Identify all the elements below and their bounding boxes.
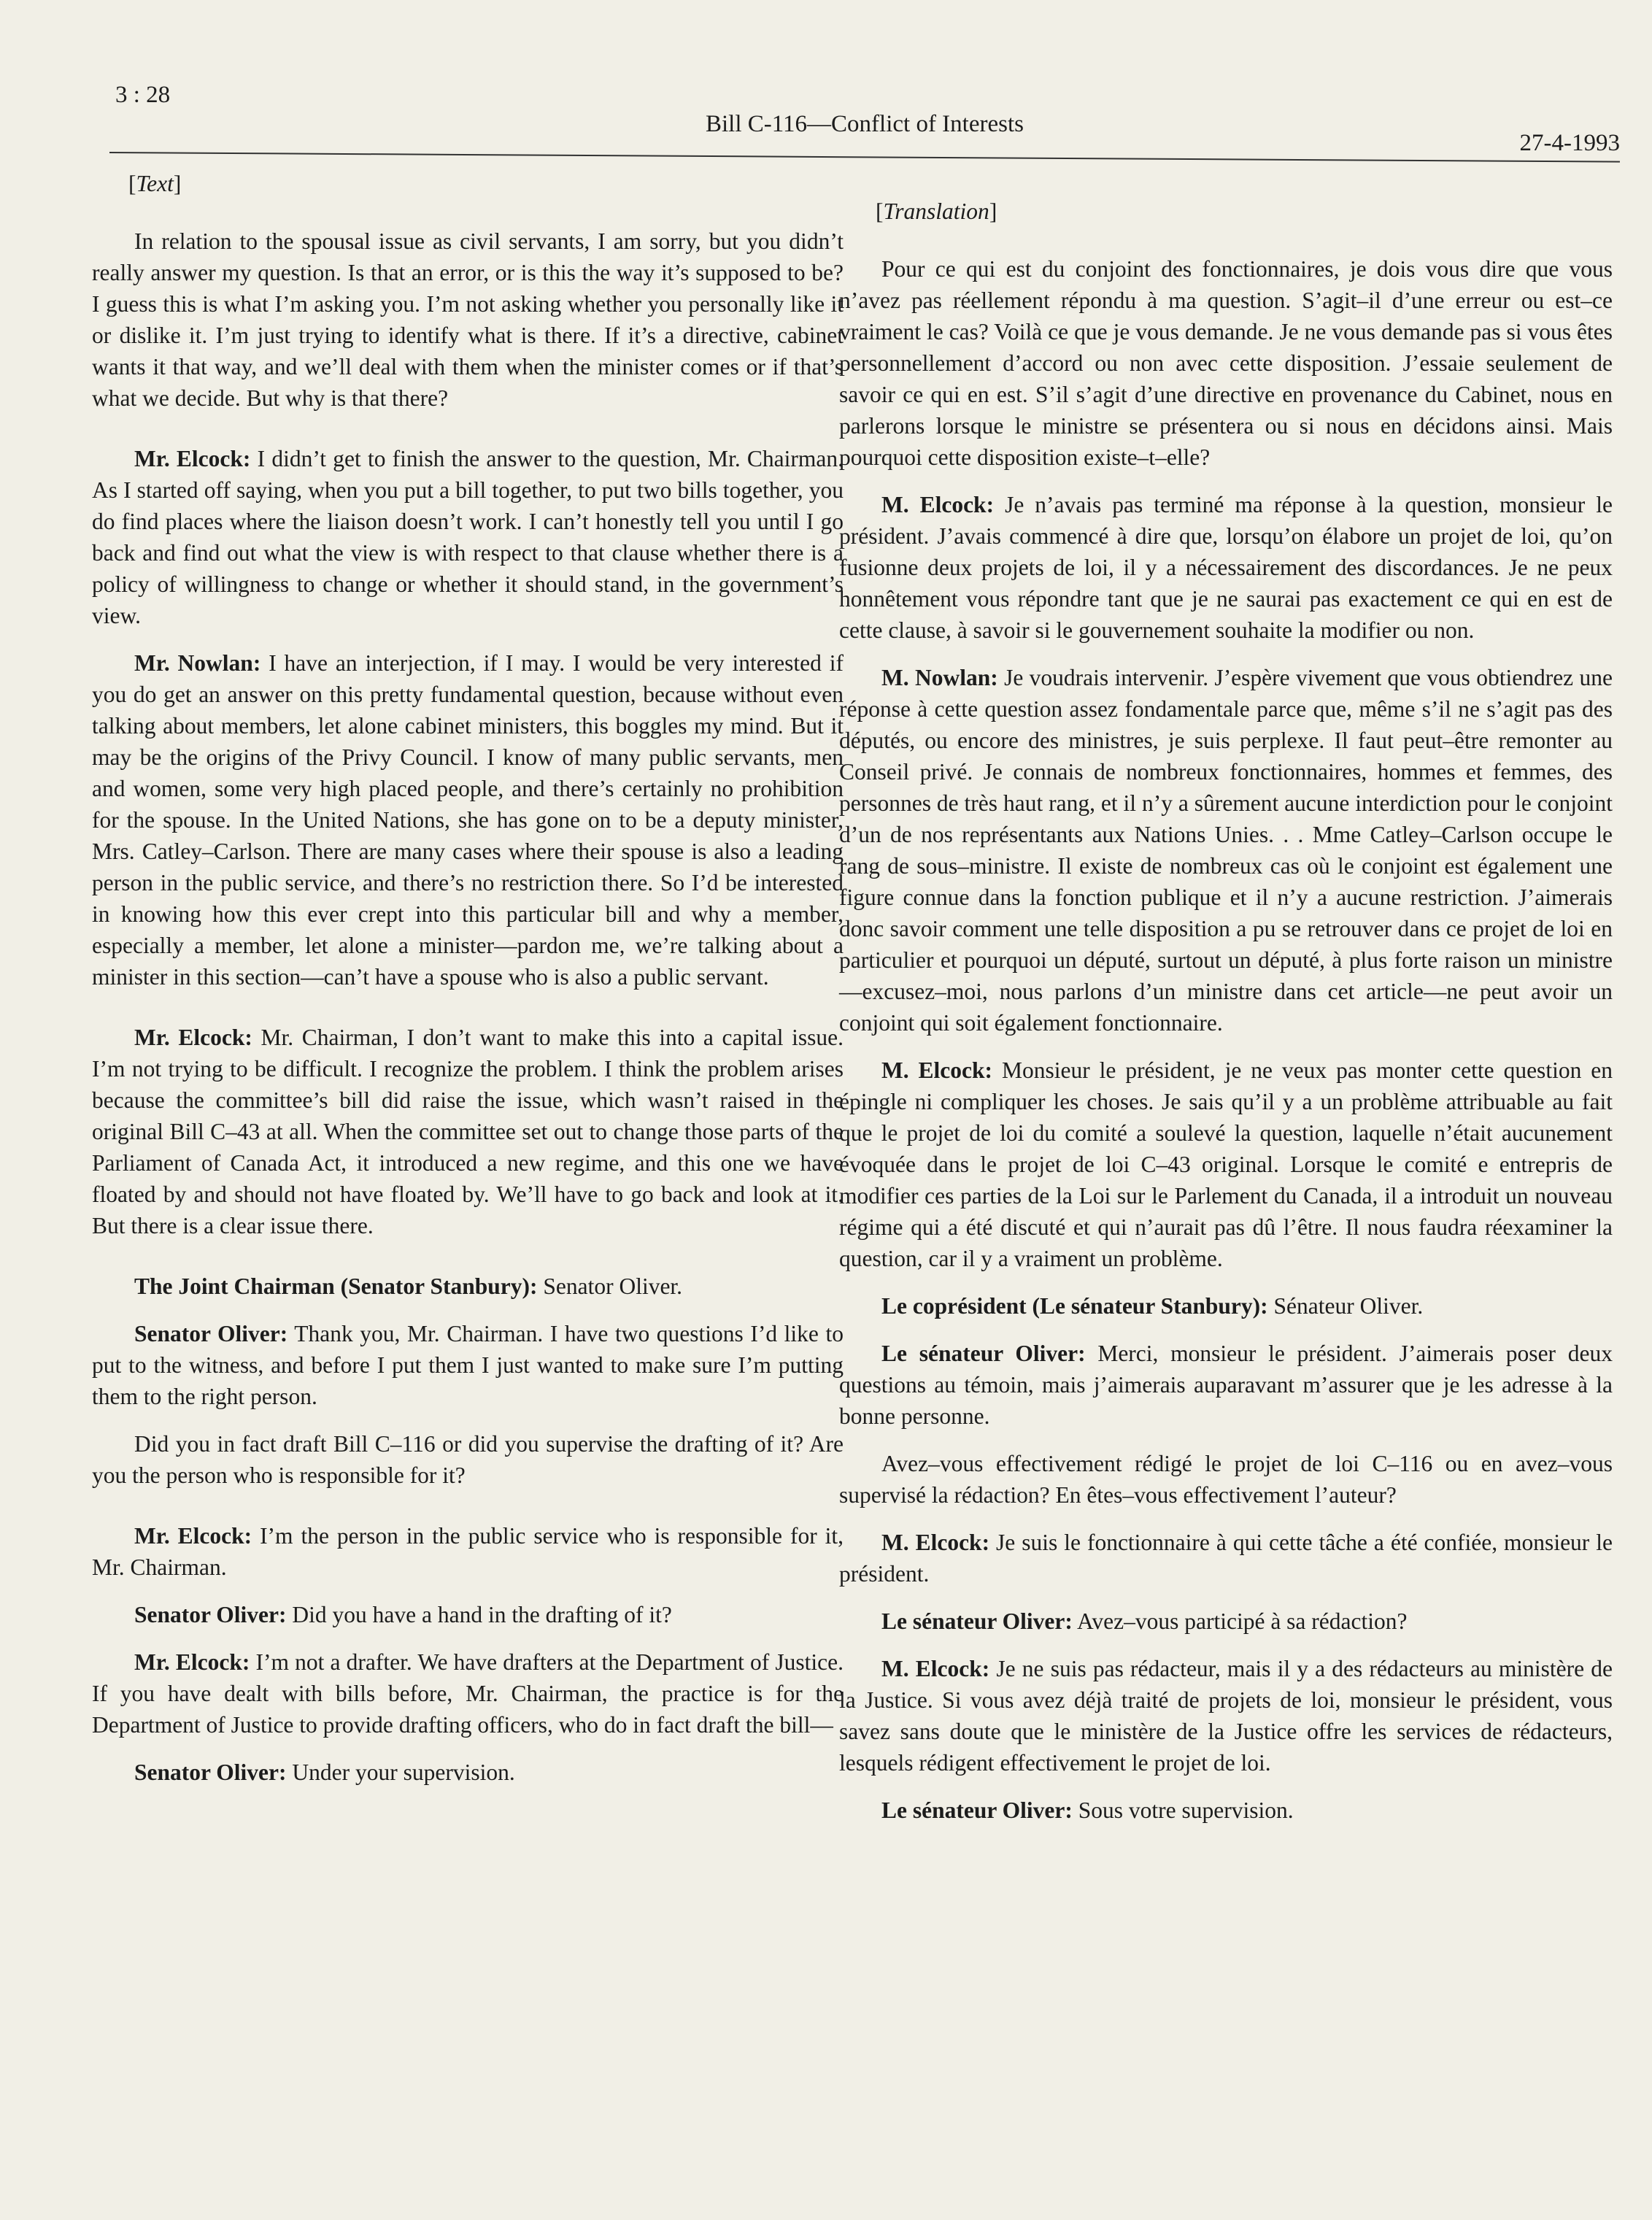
speech-text: Merci, monsieur le président. J’aimerais poser deux questions au témoin, mais j’aimerais auparavant m’assurer que je les adresse à la bonne personne. <box>839 1341 1613 1429</box>
speech-text: Je voudrais intervenir. J’espère vivement que vous obtiendrez une réponse à cette question assez fondamentale parce que, même s’il ne s’agit pas des députés, ou encore des ministres, je suis perplexe. Il faut peut–être remonter au Conseil privé. Je connais de nombreux fonctionnaires, hommes et femmes, des personnes de très haut rang, et il n’y a sûrement aucune interdiction pour le conjoint d’un de nos représentants aux Nations Unies. . . Mme Catley–Carlson occupe le rang de sous–ministre. Il existe de nombreux cas où le conjoint est également une figure connue dans la fonction publique et il n’y a aucune restriction. J’aimerais donc savoir comment une telle disposition a pu se retrouver dans ce projet de loi en particulier et pourquoi un député, surtout un député, à plus forte raison un ministre—excusez–moi, nous parlons d’un ministre dans cet article—ne peut avoir un conjoint qui soit également fonctionnaire. <box>839 665 1613 1036</box>
speaker-name: Mr. Nowlan: <box>134 650 261 676</box>
speech-text: Did you in fact draft Bill C–116 or did you supervise the drafting of it? Are you the person who is responsible for it? <box>92 1431 844 1488</box>
speech-text: Je suis le fonctionnaire à qui cette tâche a été confiée, monsieur le président. <box>839 1530 1613 1587</box>
speaker-name: M. Elcock: <box>881 1530 990 1555</box>
page-header <box>109 82 1620 156</box>
transcript-paragraph <box>92 647 844 993</box>
speech-text: Avez–vous participé à sa rédaction? <box>1077 1608 1408 1634</box>
speech-text: Je n’avais pas terminé ma réponse à la question, monsieur le président. J’avais commencé à dire que, lorsqu’on élabore un projet de loi, qu’on fusionne deux projets de loi, il y a nécessairement des discordances. Je ne peux honnêtement vous répondre tant que je ne saurai pas exactement ce qui en est de cette clause, à savoir si le gouvernement souhaite la modifier ou non. <box>839 492 1613 643</box>
page-number: 3 : 28 <box>115 82 171 108</box>
transcript-paragraph <box>839 489 1613 646</box>
speaker-name: Senator Oliver: <box>134 1602 287 1627</box>
speaker-name: M. Elcock: <box>881 1656 990 1681</box>
transcript-paragraph <box>839 662 1613 1038</box>
speech-text: In relation to the spousal issue as civil servants, I am sorry, but you didn’t really answer my question. Is that an error, or is this the way it’s supposed to be? I guess this is what I’m asking you. I’m not asking whether you personally like it or dislike it. I’m just trying to identify what is there. If it’s a directive, cabinet wants it that way, and we’ll deal with them when the minister comes or if that’s what we decide. But why is that there? <box>92 228 844 411</box>
sitting-date: 27-4-1993 <box>1519 130 1620 156</box>
speech-text: Mr. Chairman, I don’t want to make this into a capital issue. I’m not trying to be difficult. I recognize the problem. I think the problem arises because the committee’s bill did raise the issue, which wasn’t raised in the original Bill C–43 at all. When the committee set out to change those parts of the Parliament of Canada Act, it introduced a new regime, and this one we have floated by and should not have floated by. We’ll have to go back and look at it. But there is a clear issue there. <box>92 1025 844 1238</box>
speaker-name: M. Elcock: <box>881 492 995 517</box>
english-column <box>92 168 844 1804</box>
speech-text: Je ne suis pas rédacteur, mais il y a des rédacteurs au ministère de la Justice. Si vous avez déjà traité de projets de loi, monsieur le président, vous savez sans doute que le ministère de la Justice offre les services de rédacteurs, lesquels rédigent effectivement le projet de loi. <box>839 1656 1613 1776</box>
transcript-paragraph <box>839 1795 1613 1826</box>
speaker-name: Senator Oliver: <box>134 1760 287 1785</box>
speaker-name: Mr. Elcock: <box>134 1649 250 1675</box>
speaker-name: Senator Oliver: <box>134 1321 288 1346</box>
transcript-paragraph <box>92 1646 844 1741</box>
speech-text: Monsieur le président, je ne veux pas monter cette question en épingle ni compliquer les choses. Je sais qu’il y a un problème attribuable au fait que le projet de loi du comité a soulevé la question, laquelle n’était aucunement évoquée dans le projet de loi C–43 original. Lorsque le comité e entrepris de modifier ces parties de la Loi sur le Parlement du Canada, il a introduit un nouveau régime qui a été discuté et qui n’aurait pas dû l’être. Il nous faudra réexaminer la question, car il y a vraiment un problème. <box>839 1057 1613 1271</box>
speaker-name: M. Nowlan: <box>881 665 998 690</box>
speech-text: Avez–vous effectivement rédigé le projet de loi C–116 ou en avez–vous supervisé la rédaction? En êtes–vous effectivement l’auteur? <box>839 1451 1613 1508</box>
speech-text: I’m the person in the public service who is responsible for it, Mr. Chairman. <box>92 1523 844 1580</box>
transcript-paragraph <box>92 1428 844 1491</box>
speaker-name: Le sénateur Oliver: <box>881 1608 1073 1634</box>
running-title: Bill C-116—Conflict of Interests <box>706 111 1024 137</box>
speaker-name: Mr. Elcock: <box>134 1025 252 1050</box>
speaker-name: Le sénateur Oliver: <box>881 1341 1086 1366</box>
transcript-paragraph <box>92 1022 844 1241</box>
speech-text: Sous votre supervision. <box>1078 1797 1294 1823</box>
transcript-paragraph <box>839 1606 1613 1637</box>
speech-text: Sénateur Oliver. <box>1273 1293 1424 1319</box>
speaker-name: Le coprésident (Le sénateur Stanbury): <box>881 1293 1268 1319</box>
transcript-paragraph <box>839 1653 1613 1778</box>
transcript-paragraph <box>92 1757 844 1788</box>
speech-text: I have an interjection, if I may. I would be very interested if you do get an answer on this pretty fundamental question, because without even talking about members, let alone cabinet ministers, this boggles my mind. But it may be the origins of the Privy Council. I know of many public servants, men and women, some very high placed people, and there’s certainly no prohibition for the spouse. In the United Nations, she has gone on to be a deputy minister, Mrs. Catley–Carlson. There are many cases where their spouse is also a leading person in the public service, and there’s no restriction there. So I’d be interested in knowing how this ever crept into this particular bill and why a member, especially a member, let alone a minister—pardon me, we’re talking about a minister in this section—can’t have a spouse who is also a public servant. <box>92 650 844 990</box>
transcript-paragraph <box>839 1448 1613 1511</box>
transcript-paragraph <box>92 1318 844 1412</box>
speaker-name: Mr. Elcock: <box>134 446 251 471</box>
speech-text: I didn’t get to finish the answer to the question, Mr. Chairman. As I started off saying, when you put a bill together, to put two bills together, you do find places where the liaison doesn’t work. I can’t honestly tell you until I go back and find out what the view is with respect to that clause whether there is a policy of willingness to change or whether it should stand, in the government’s view. <box>92 446 844 628</box>
speech-text: Pour ce qui est du conjoint des fonctionnaires, je dois vous dire que vous n’avez pas réellement répondu à ma question. S’agit–il d’une erreur ou est–ce vraiment le cas? Voilà ce que je vous demande. Je ne vous demande pas si vous êtes personnellement d’accord ou non avec cette disposition. J’essaie seulement de savoir ce qui en est. S’il s’agit d’une directive en provenance du Cabinet, nous en parlerons lorsque le ministre se présentera ou si nous en décidons ainsi. Mais pourquoi cette disposition existe–t–elle? <box>839 256 1613 470</box>
french-column <box>839 196 1613 1842</box>
transcript-paragraph <box>839 1527 1613 1589</box>
translation-marker: [ Translation ] <box>876 196 1613 227</box>
speech-text: Did you have a hand in the drafting of it? <box>292 1602 672 1627</box>
transcript-paragraph <box>839 1055 1613 1274</box>
speaker-name: M. Elcock: <box>881 1057 993 1083</box>
header-rule <box>109 152 1620 163</box>
speaker-name: Le sénateur Oliver: <box>881 1797 1073 1823</box>
speech-text: Thank you, Mr. Chairman. I have two questions I’d like to put to the witness, and before I put them I just wanted to make sure I’m putting them to the right person. <box>92 1321 844 1409</box>
speaker-name: The Joint Chairman (Senator Stanbury): <box>134 1273 538 1299</box>
transcript-paragraph <box>839 1338 1613 1432</box>
text-marker: [ Text ] <box>128 168 844 199</box>
speech-text: Senator Oliver. <box>543 1273 683 1299</box>
transcript-paragraph <box>92 1520 844 1583</box>
transcript-paragraph <box>92 1271 844 1302</box>
transcript-paragraph <box>92 443 844 631</box>
transcript-paragraph <box>92 226 844 414</box>
transcript-paragraph <box>92 1599 844 1630</box>
transcript-paragraph <box>839 253 1613 473</box>
transcript-paragraph <box>839 1290 1613 1322</box>
speaker-name: Mr. Elcock: <box>134 1523 252 1549</box>
speech-text: Under your supervision. <box>292 1760 515 1785</box>
speech-text: I’m not a drafter. We have drafters at the Department of Justice. If you have dealt with bills before, Mr. Chairman, the practice is for the Department of Justice to provide drafting officers, who do in fact draft the bill— <box>92 1649 844 1738</box>
